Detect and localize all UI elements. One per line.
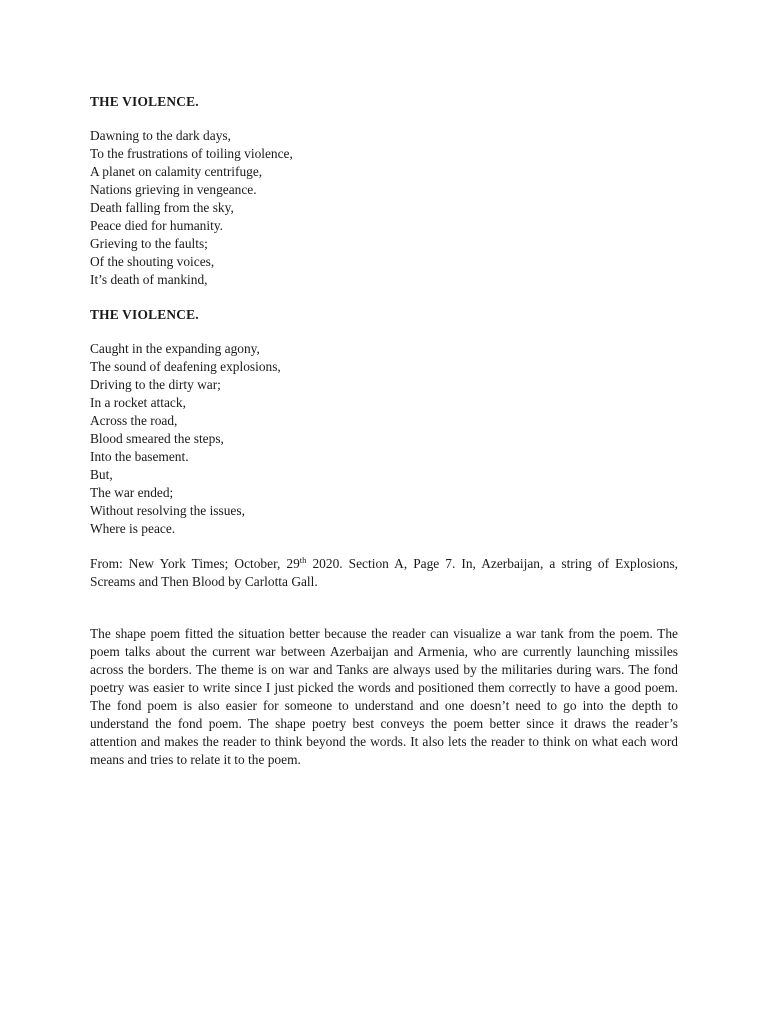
poem-line: Dawning to the dark days,: [90, 128, 231, 143]
poem-line: Death falling from the sky,: [90, 200, 234, 215]
poem-line: The sound of deafening explosions,: [90, 359, 281, 374]
poem-one-stanza: [90, 127, 678, 289]
poem-line: Into the basement.: [90, 449, 189, 464]
poem-line: Across the road,: [90, 413, 178, 428]
poem-two-stanza: [90, 340, 678, 538]
poem-line: Of the shouting voices,: [90, 254, 215, 269]
poem-line: It’s death of mankind,: [90, 272, 208, 287]
source-prefix: From: New York Times; October, 29: [90, 556, 300, 571]
commentary-paragraph: The shape poem fitted the situation better because the reader can visualize a war tank from the poem. The poem talks about the current war between Azerbaijan and Armenia, who are currently launching missiles across the borders. The theme is on war and Tanks are always used by the militaries during wars. The fond poetry was easier to write since I just picked the words and positioned them correctly to have a good poem. The fond poem is also easier for someone to understand and one doesn’t need to go into the depth to understand the fond poem. The shape poetry best conveys the poem better since it draws the reader’s attention and makes the reader to think beyond the words. It also lets the reader to think on what each word means and tries to relate it to the poem.: [90, 626, 678, 767]
poem-one-title: THE VIOLENCE.: [90, 94, 199, 109]
poem-line: Nations grieving in vengeance.: [90, 182, 257, 197]
poem-line: Caught in the expanding agony,: [90, 341, 260, 356]
poem-line: The war ended;: [90, 485, 174, 500]
document-page: [90, 93, 678, 769]
poem-line: Without resolving the issues,: [90, 503, 245, 518]
poem-two-title: THE VIOLENCE.: [90, 307, 199, 322]
source-suffix: 2020. Section A, Page 7. In, Azerbaijan, a string of Explosions, Screams and Then Blood by Carlotta Gall.: [90, 556, 679, 589]
source-citation: [90, 555, 678, 591]
poem-line: Driving to the dirty war;: [90, 377, 221, 392]
source-superscript: th: [299, 555, 307, 565]
poem-line: Where is peace.: [90, 521, 176, 536]
poem-line: In a rocket attack,: [90, 395, 186, 410]
poem-line: Grieving to the faults;: [90, 236, 208, 251]
poem-line: But,: [90, 467, 113, 482]
poem-line: Peace died for humanity.: [90, 218, 223, 233]
poem-line: A planet on calamity centrifuge,: [90, 164, 263, 179]
poem-line: Blood smeared the steps,: [90, 431, 224, 446]
poem-line: To the frustrations of toiling violence,: [90, 146, 293, 161]
